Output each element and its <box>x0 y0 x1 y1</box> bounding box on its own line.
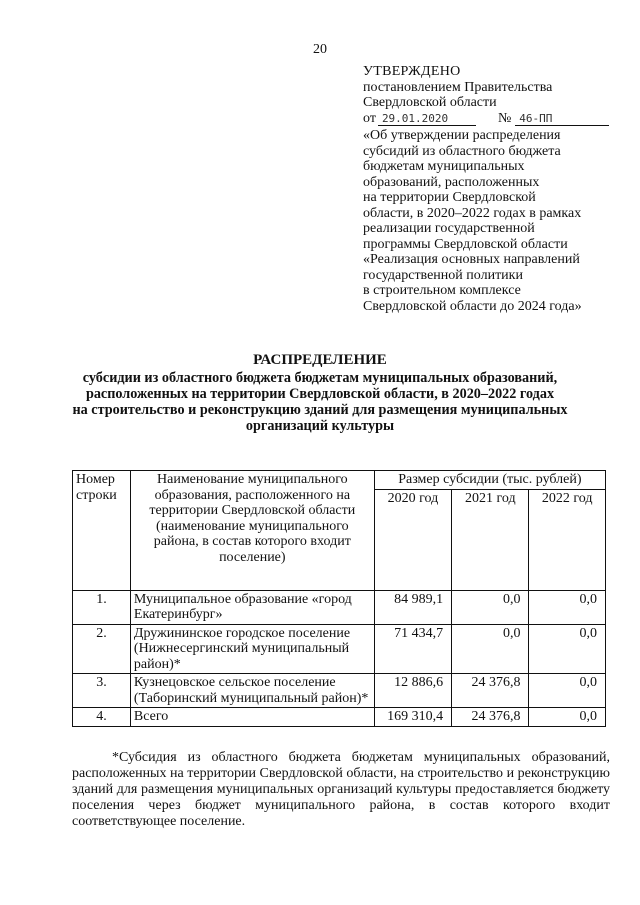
row-2022: 0,0 <box>529 674 606 708</box>
decree-line: образований, расположенных <box>363 174 540 190</box>
decree-line: области, в 2020–2022 годах в рамках <box>363 205 582 221</box>
header-year-2020: 2020 год <box>374 489 451 590</box>
row-name: Муниципальное образование «город Екатеринбург» <box>130 590 374 624</box>
date-prefix: от <box>363 110 376 126</box>
heading-line: организаций культуры <box>245 418 395 434</box>
heading-line: субсидии из областного бюджета бюджетам муниципальных образований, <box>82 370 558 386</box>
header-number-line: Номер <box>76 472 115 487</box>
number-label: № <box>497 110 512 126</box>
row-number: 1. <box>73 590 131 624</box>
decree-line: на территории Свердловской <box>363 190 536 205</box>
row-number: 2. <box>73 624 131 674</box>
decree-line: в строительном комплексе <box>363 283 521 298</box>
table-row <box>73 624 606 674</box>
header-year-2022: 2022 год <box>529 489 606 590</box>
row-2021: 24 376,8 <box>452 708 529 727</box>
row-2022: 0,0 <box>529 708 606 727</box>
row-2021: 0,0 <box>452 590 529 624</box>
document-heading <box>40 352 600 434</box>
row-2021: 24 376,8 <box>452 674 529 708</box>
approval-date-line <box>363 111 613 127</box>
decree-line: «Реализация основных направлений <box>363 252 580 267</box>
heading-line: расположенных на территории Свердловской области, в 2020–2022 годах <box>85 386 555 402</box>
approval-title: УТВЕРЖДЕНО <box>363 64 461 79</box>
table-row <box>73 674 606 708</box>
table-row <box>73 590 606 624</box>
approval-date: 29.01.2020 <box>378 112 476 126</box>
table-total-row <box>73 708 606 727</box>
header-number <box>73 471 131 591</box>
row-name: Дружининское городское поселение (Нижнесергинский муниципальный район)* <box>130 624 374 674</box>
row-number: 4. <box>73 708 131 727</box>
row-2020: 12 886,6 <box>374 674 451 708</box>
decree-line: Свердловской области до 2024 года» <box>363 298 582 314</box>
row-2020: 169 310,4 <box>374 708 451 727</box>
header-year-2021: 2021 год <box>452 489 529 590</box>
heading-line: на строительство и реконструкцию зданий для размещения муниципальных <box>72 402 568 418</box>
row-2021: 0,0 <box>452 624 529 674</box>
decree-line: программы Свердловской области <box>363 236 568 252</box>
decree-line: реализации государственной <box>363 221 535 236</box>
approval-stamp <box>363 64 613 314</box>
subsidy-table <box>72 470 606 727</box>
footnote <box>72 750 610 830</box>
row-2020: 71 434,7 <box>374 624 451 674</box>
row-2022: 0,0 <box>529 590 606 624</box>
header-amount: Размер субсидии (тыс. рублей) <box>374 471 605 490</box>
decree-line: государственной политики <box>363 267 523 283</box>
header-name: Наименование муниципального образования, расположенного на территории Свердловской области (наименование муниципального района, в состав которого входит поселение) <box>130 471 374 591</box>
approval-number: 46-ПП <box>515 112 609 126</box>
row-name: Кузнецовское сельское поселение (Таборинский муниципальный район)* <box>130 674 374 708</box>
row-2022: 0,0 <box>529 624 606 674</box>
table-header-row <box>73 471 606 490</box>
approval-line-2: Свердловской области <box>363 95 497 110</box>
row-number: 3. <box>73 674 131 708</box>
footnote-text: *Субсидия из областного бюджета бюджетам муниципальных образований, расположенных на территории Свердловской области, на строительство и реконструкцию зданий для размещения муниципальных организаций культуры предоставляется бюджету поселения через бюджет муниципального района, в состав которого входит соответствующее поселение. <box>72 750 610 829</box>
row-2020: 84 989,1 <box>374 590 451 624</box>
header-number-line: строки <box>76 487 117 503</box>
row-name: Всего <box>130 708 374 727</box>
decree-title <box>363 128 613 314</box>
decree-line: бюджетам муниципальных <box>363 159 525 174</box>
decree-line: субсидий из областного бюджета <box>363 143 561 159</box>
heading-title: РАСПРЕДЕЛЕНИЕ <box>253 352 387 368</box>
decree-line: «Об утверждении распределения <box>363 128 561 143</box>
page-number: 20 <box>313 42 327 57</box>
approval-line-1: постановлением Правительства <box>363 79 553 95</box>
